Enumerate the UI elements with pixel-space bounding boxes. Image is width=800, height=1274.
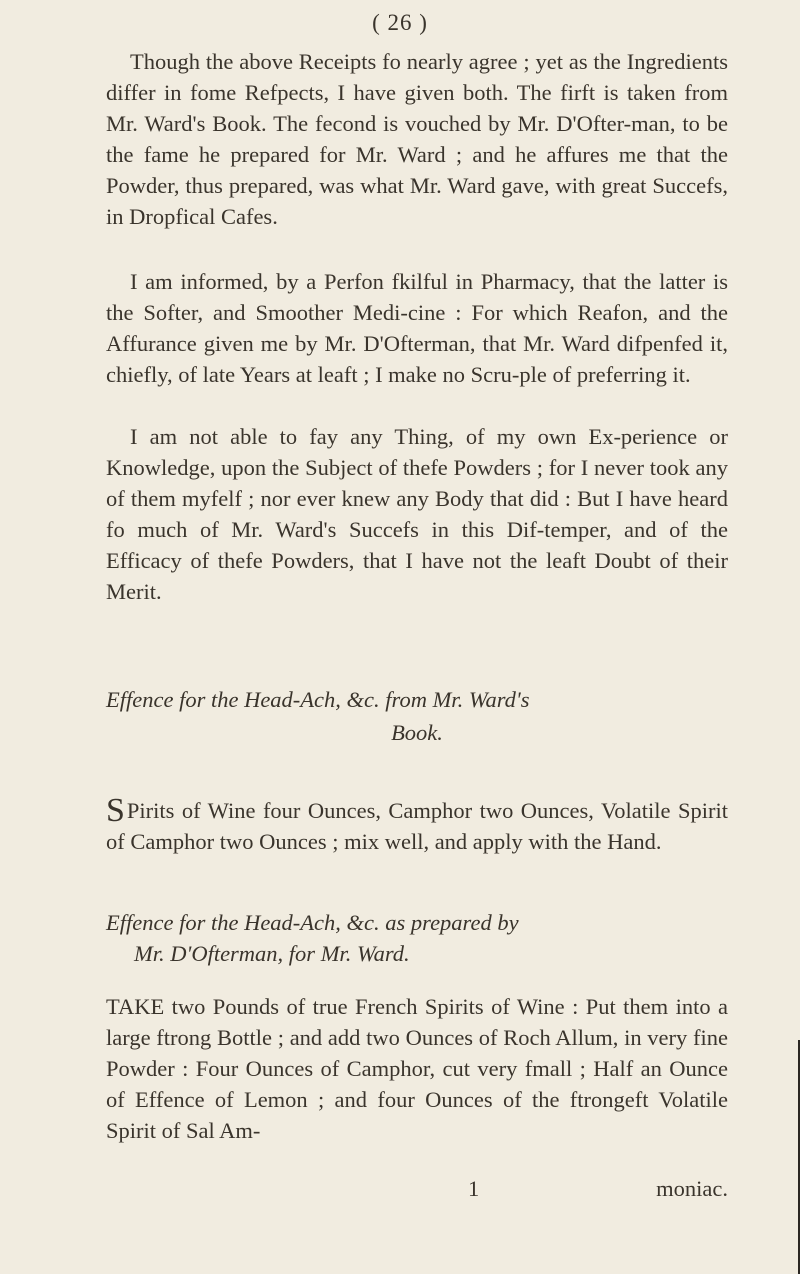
drop-capital: S [106,792,125,829]
page-number: ( 26 ) [372,10,428,35]
paragraph-3 [106,421,728,607]
recipe-heading-2-line-1: Effence for the Head-Ach, &c. as prepared by [106,910,519,935]
recipe-heading-1 [106,684,728,748]
paragraph-2-text: I am informed, by a Perfon fkilful in Pharmacy, that the latter is the Softer, and Smoother Medi-cine : For which Reafon, and the Affurance given me by Mr. D'Ofterman, that Mr. Ward difpenfed it, chiefly, of late Years at leaft ; I make no Scru-ple of preferring it. [106,269,728,387]
recipe-1-text: Pirits of Wine four Ounces, Camphor two Ounces, Volatile Spirit of Camphor two Ounces ; mix well, and apply with the Hand. [106,798,728,854]
recipe-2 [106,991,728,1146]
recipe-heading-2-line-2: Mr. D'Ofterman, for Mr. Ward. [134,941,410,966]
recipe-heading-1-line-1: Effence for the Head-Ach, &c. from Mr. Ward's [106,687,530,712]
paragraph-1-text: Though the above Receipts fo nearly agree ; yet as the Ingredients differ in fome Refpects, I have given both. The firft is taken from Mr. Ward's Book. The fecond is vouched by Mr. D'Ofter-man, to be the fame he prepared for Mr. Ward ; and he affures me that the Powder, thus prepared, was what Mr. Ward gave, with great Succefs, in Dropfical Cafes. [106,49,728,229]
recipe-heading-2 [106,907,728,969]
recipe-2-text: TAKE two Pounds of true French Spirits of Wine : Put them into a large ftrong Bottle ; and add two Ounces of Roch Allum, in very fine Powder : Four Ounces of Camphor, cut very fmall ; Half an Ounce of Effence of Lemon ; and four Ounces of the ftrongeft Volatile Spirit of Sal Am- [106,994,728,1143]
catchword: moniac. [656,1176,728,1201]
recipe-1 [106,792,728,857]
recipe-heading-1-line-2: Book. [391,720,443,745]
paragraph-2 [106,266,728,390]
signature-mark: 1 [468,1176,480,1201]
paragraph-1 [106,46,728,232]
paragraph-3-text: I am not able to fay any Thing, of my own Ex-perience or Knowledge, upon the Subject of thefe Powders ; for I never took any of them myfelf ; nor ever knew any Body that did : But I have heard fo much of Mr. Ward's Succefs in this Dif-temper, and of the Efficacy of thefe Powders, that I have not the leaft Doubt of their Merit. [106,424,728,604]
